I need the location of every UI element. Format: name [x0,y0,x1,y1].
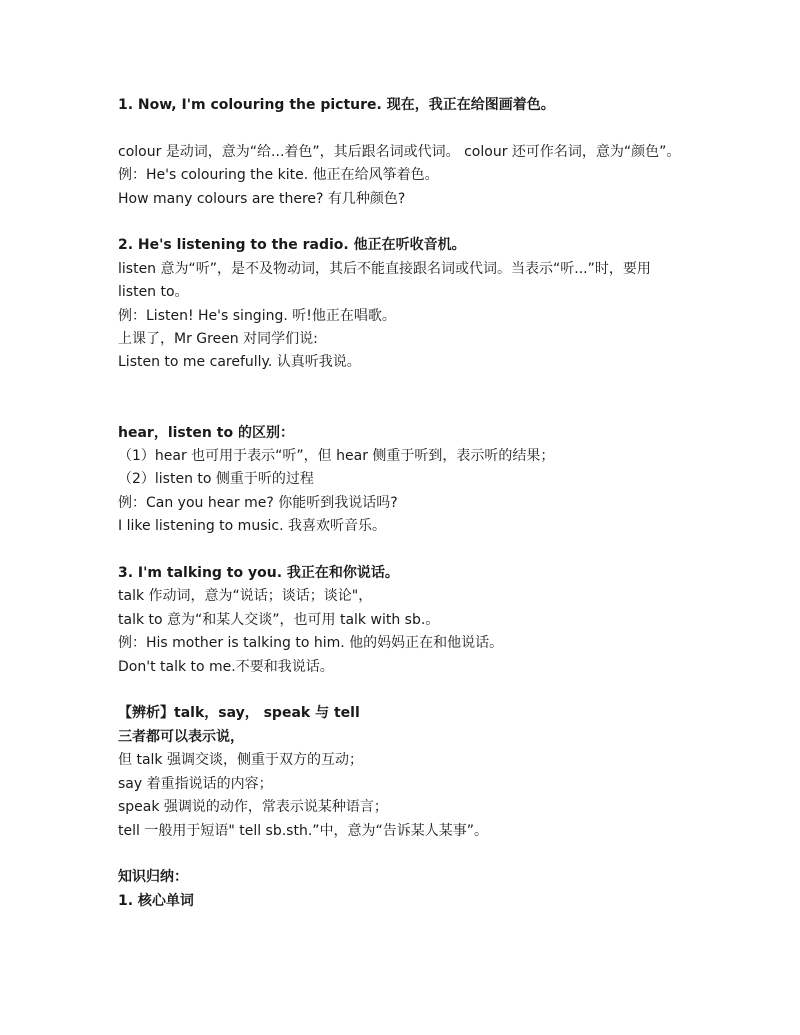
hear-listen-heading: hear，listen to 的区别： [118,424,294,441]
section2-line-3: 上课了，Mr Green 对同学们说: [118,331,318,348]
analysis-heading: 【辨析】talk，say， speak 与 tell [118,705,360,722]
analysis-line-3: speak 强调说的动作，常表示说某种语言； [118,799,388,816]
section3-heading: 3. I'm talking to you. 我正在和你说话。 [118,565,399,582]
section1-line-2: 例：He's colouring the kite. 他正在给风筝着色。 [118,167,439,184]
summary-heading: 知识归纳： [118,869,188,886]
section2-heading: 2. He's listening to the radio. 他正在听收音机。 [118,237,466,254]
section3-line-1: talk 作动词，意为“说话；谈话；谈论"， [118,588,373,605]
hear-listen-line-4: I like listening to music. 我喜欢听音乐。 [118,518,386,535]
section2-line-4: Listen to me carefully. 认真听我说。 [118,354,361,371]
summary-subheading: 1. 核心单词 [118,892,194,909]
section3-line-4: Don't talk to me.不要和我说话。 [118,658,334,675]
analysis-line-4: tell 一般用于短语" tell sb.sth.”中，意为“告诉某人某事”。 [118,822,489,839]
document-page [118,94,688,913]
section2-line-1: listen 意为“听”，是不及物动词，其后不能直接跟名词或代词。当表示“听...”时，要用 listen to。 [118,260,651,301]
hear-listen-line-3: 例：Can you hear me? 你能听到我说话吗? [118,494,398,511]
hear-listen-line-1: （1）hear 也可用于表示“听”，但 hear 侧重于听到，表示听的结果； [118,448,555,465]
section1-line-1: colour 是动词，意为“给...着色”，其后跟名词或代词。 colour 还可作名词，意为“颜色”。 [118,143,681,160]
hear-listen-line-2: （2）listen to 侧重于听的过程 [118,471,314,488]
analysis-subheading: 三者都可以表示说， [118,728,244,745]
analysis-line-1: 但 talk 强调交谈，侧重于双方的互动； [118,752,363,769]
section1-heading: 1. Now, I'm colouring the picture. 现在，我正在给图画着色。 [118,97,555,113]
section3-line-2: talk to 意为“和某人交谈”，也可用 talk with sb.。 [118,611,440,628]
section2-line-2: 例：Listen! He's singing. 听!他正在唱歌。 [118,307,396,324]
section3-line-3: 例：His mother is talking to him. 他的妈妈正在和他说话。 [118,635,504,652]
section1-line-3: How many colours are there? 有几种颜色? [118,190,406,207]
analysis-line-2: say 着重指说话的内容； [118,775,273,792]
